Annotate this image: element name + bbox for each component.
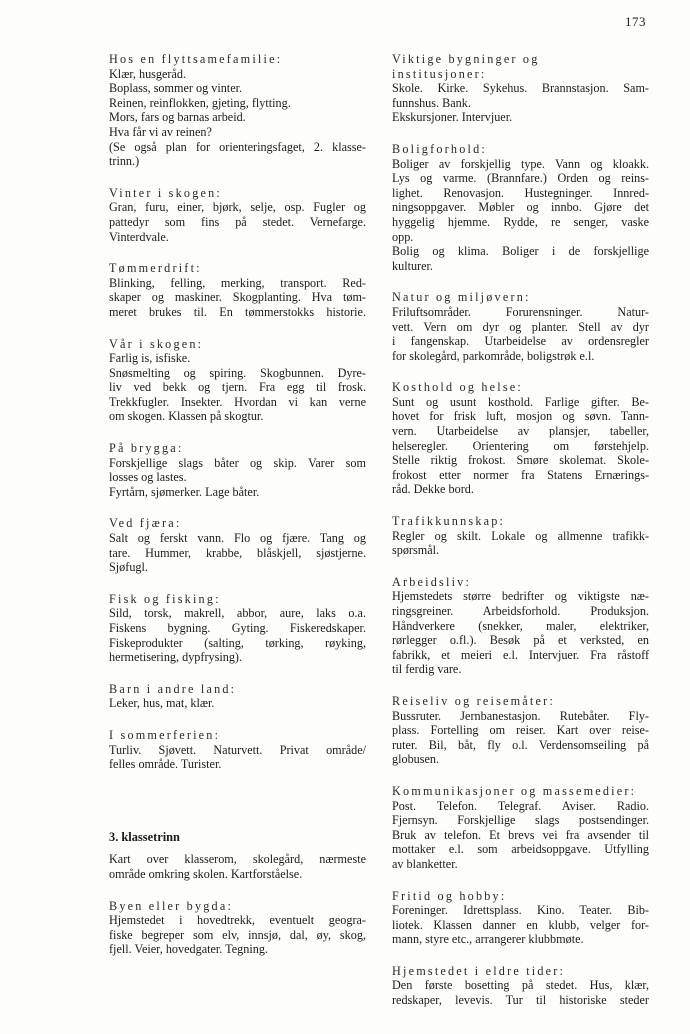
- section-text-line: Snøsmelting og spiring. Skogbunnen. Dyre-: [109, 365, 366, 380]
- section-heading: Fritid og hobby:: [392, 888, 507, 903]
- section-text-line: Turliv. Sjøvett. Naturvett. Privat område/: [109, 742, 366, 757]
- section-heading: Byen eller bygda:: [109, 898, 234, 913]
- section-text-line: Foreninger. Idrettsplass. Kino. Teater. Bib-: [392, 903, 649, 918]
- section-text-line: redskaper, levevis. Tur til historiske steder: [392, 993, 649, 1008]
- section-text-line: Hjemstedet i hovedtrekk, eventuelt geogra-: [109, 913, 366, 928]
- section-text-line: hermetisering, dypfrysing).: [109, 650, 243, 665]
- section-text-line: ringsgreiner. Arbeidsforhold. Produksjon.: [392, 604, 649, 618]
- section-text-line: Reinen, reinflokken, gjeting, flytting.: [109, 95, 291, 110]
- section-text-line: lighet. Renovasjon. Hustegninger. Innred-: [392, 185, 649, 200]
- section-text-line: Hjemstedets større bedrifter og viktigste næ-: [392, 589, 649, 604]
- curriculum-section: [392, 514, 649, 558]
- section-text-line: Skole. Kirke. Sykehus. Brannstasjon. Sam-: [392, 81, 649, 96]
- curriculum-section: [392, 290, 649, 363]
- section-text-line: meret brukes til. En tømmerstokks historie.: [109, 304, 366, 319]
- section-heading: institusjoner:: [392, 66, 487, 81]
- section-text-line: ruter. Bil, båt, fly o.l. Verdensomseiling på: [392, 737, 649, 752]
- curriculum-section: [109, 337, 366, 425]
- section-heading: Kommunikasjoner og massemedier:: [392, 783, 637, 798]
- section-text-line: Bussruter. Jernbanestasjon. Rutebåter. Fly-: [392, 708, 649, 723]
- intro-text-line: område omkring skolen. Kartforståelse.: [109, 866, 303, 881]
- section-text-line: Ekskursjoner. Intervjuer.: [392, 110, 513, 125]
- section-heading: Arbeidsliv:: [392, 574, 472, 589]
- section-text-line: kulturer.: [392, 258, 433, 273]
- page-number: 173: [625, 14, 646, 29]
- section-text-line: mottaker e.l. som arbeidsoppgave. Utfylling: [392, 842, 649, 857]
- section-heading: Boligforhold:: [392, 141, 487, 156]
- section-text-line: Sild, torsk, makrell, abbor, aure, laks o.a.: [109, 606, 366, 621]
- section-heading: Hjemstedet i eldre tider:: [392, 963, 566, 978]
- section-text-line: Farlig is, isfiske.: [109, 351, 191, 366]
- curriculum-section: [109, 682, 366, 711]
- section-heading: I sommerferien:: [109, 727, 221, 742]
- section-text-line: liv ved bekk og tjern. Fra egg til frosk.: [109, 380, 366, 395]
- section-text-line: i fangenskap. Utarbeidelse av ordensregler: [392, 334, 649, 349]
- section-heading: Ved fjæra:: [109, 516, 182, 531]
- section-heading: Kosthold og helse:: [392, 380, 524, 395]
- section-text-line: Fiskeprodukter (salting, tørking, røyking,: [109, 635, 366, 650]
- section-heading: Vår i skogen:: [109, 336, 204, 351]
- curriculum-section: [109, 186, 366, 244]
- curriculum-section: [392, 52, 649, 125]
- section-text-line: tare. Hummer, krabbe, blåskjell, sjøstjerne.: [109, 545, 366, 560]
- curriculum-section: [392, 964, 649, 1008]
- left-column: [109, 52, 366, 974]
- section-text-line: Sjøfugl.: [109, 560, 148, 575]
- section-text-line: Boliger av forskjellig type. Vann og kloakk.: [392, 156, 649, 171]
- section-heading: Natur og miljøvern:: [392, 290, 531, 305]
- section-text-line: helseregler. Orientering om førstehjelp.: [392, 438, 649, 453]
- section-text-line: losses og lastes.: [109, 470, 187, 485]
- section-text-line: ningsoppgaver. Møbler og innbo. Gjøre det: [392, 200, 649, 215]
- section-text-line: hovet for frisk luft, mosjon og søvn. Tann-: [392, 409, 649, 424]
- section-text-line: Bolig og klima. Boliger i de forskjellige: [392, 244, 649, 259]
- section-text-line: mann, styre etc., arrangerer klubbmøte.: [392, 932, 584, 947]
- section-text-line: hyggelig hjemme. Rydde, re senger, vaske: [392, 214, 649, 229]
- section-text-line: fabrikk, et meieri e.l. Intervjuer. Fra råstoff: [392, 647, 649, 662]
- section-text-line: Hva får vi av reinen?: [109, 124, 212, 139]
- section-text-line: vern. Utarbeidelse av plansjer, tabeller,: [392, 424, 649, 439]
- curriculum-section: [392, 575, 649, 677]
- curriculum-section: [392, 889, 649, 947]
- section-heading: Reiseliv og reisemåter:: [392, 693, 555, 708]
- section-heading: Fisk og fisking:: [109, 591, 221, 606]
- section-text-line: Gran, furu, einer, bjørk, selje, osp. Fugler og: [109, 200, 366, 215]
- section-text-line: frokost etter normer fra Statens Ernærings-: [392, 467, 649, 482]
- section-text-line: Forskjellige slags båter og skip. Varer som: [109, 455, 366, 470]
- section-text-line: opp.: [392, 229, 414, 244]
- section-text-line: Fyrtårn, sjømerker. Lage båter.: [109, 484, 260, 499]
- section-text-line: Mors, fars og barnas arbeid.: [109, 110, 246, 125]
- curriculum-section: [392, 142, 649, 273]
- section-text-line: globusen.: [392, 752, 440, 767]
- curriculum-section: [109, 728, 366, 772]
- section-text-line: (Se også plan for orienteringsfaget, 2. klasse-: [109, 139, 366, 154]
- curriculum-section: [392, 784, 649, 872]
- section-text-line: fjell. Veier, hovedgater. Tegning.: [109, 942, 268, 957]
- section-text-line: fiske begreper som elv, innsjø, dal, øy, skog,: [109, 927, 366, 942]
- curriculum-section: [109, 52, 366, 169]
- class-level-heading: 3. klassetrinn: [109, 829, 180, 844]
- section-text-line: om skogen. Klassen på skogtur.: [109, 409, 264, 424]
- section-heading: På brygga:: [109, 441, 184, 456]
- section-text-line: til ferdig vare.: [392, 662, 462, 677]
- intro-text-line: Kart over klasserom, skolegård, nærmeste: [109, 852, 366, 867]
- section-text-line: for skolegård, parkområde, boligstrøk e.l.: [392, 348, 595, 363]
- section-text-line: Leker, hus, mat, klær.: [109, 696, 215, 711]
- curriculum-section: [392, 380, 649, 497]
- section-text-line: plass. Fortelling om reiser. Kart over reise-: [392, 723, 649, 738]
- section-text-line: Salt og ferskt vann. Flo og fjære. Tang og: [109, 531, 366, 546]
- section-text-line: funnshus. Bank.: [392, 95, 471, 110]
- section-text-line: liotek. Klassen danner en klubb, velger for-: [392, 917, 649, 932]
- section-text-line: Lys og varme. (Brannfare.) Orden og reins-: [392, 171, 649, 186]
- curriculum-section: [109, 261, 366, 319]
- section-text-line: Fiskens bygning. Gyting. Fiskeredskaper.: [109, 621, 366, 635]
- right-column: [392, 52, 649, 1025]
- section-text-line: Bruk av telefon. Et brevs vei fra avsender til: [392, 827, 649, 842]
- section-text-line: Post. Telefon. Telegraf. Aviser. Radio.: [392, 798, 649, 813]
- section-heading: Trafikkunnskap:: [392, 514, 506, 529]
- curriculum-section: [109, 516, 366, 574]
- section-text-line: spørsmål.: [392, 543, 440, 558]
- curriculum-section: [109, 899, 366, 957]
- section-heading: Vinter i skogen:: [109, 185, 222, 200]
- section-text-line: råd. Dekke bord.: [392, 482, 474, 497]
- section-text-line: Vinterdvale.: [109, 229, 169, 244]
- section-heading: Tømmerdrift:: [109, 261, 202, 276]
- section-heading: Hos en flyttsamefamilie:: [109, 52, 283, 66]
- section-text-line: Klær, husgeråd.: [109, 66, 187, 81]
- section-text-line: pattedyr som fins på stedet. Vernefarge.: [109, 214, 366, 229]
- section-text-line: Trekkfugler. Insekter. Hvordan vi kan verne: [109, 394, 366, 409]
- section-text-line: Fjernsyn. Forskjellige slags postsendinger.: [392, 813, 649, 828]
- section-text-line: Stelle riktig frokost. Smøre skolemat. Skole-: [392, 453, 649, 468]
- class-intro: [109, 852, 366, 881]
- section-text-line: vett. Vern om dyr og planter. Stell av dyr: [392, 319, 649, 334]
- section-text-line: av blanketter.: [392, 856, 458, 871]
- section-text-line: rørlegger o.fl.). Besøk på et verksted, en: [392, 633, 649, 648]
- section-heading: Viktige bygninger og: [392, 52, 540, 66]
- section-text-line: Håndverkere (snekker, maler, elektriker,: [392, 618, 649, 633]
- section-text-line: Den første bosetting på stedet. Hus, klær,: [392, 978, 649, 993]
- curriculum-section: [109, 592, 366, 665]
- curriculum-section: [392, 694, 649, 767]
- curriculum-section: [109, 441, 366, 499]
- section-text-line: Sunt og usunt kosthold. Farlige gifter. Be-: [392, 394, 649, 409]
- section-text-line: trinn.): [109, 154, 140, 169]
- section-text-line: Blinking, felling, merking, transport. Red-: [109, 275, 366, 290]
- section-heading: Barn i andre land:: [109, 681, 237, 696]
- section-text-line: Regler og skilt. Lokale og allmenne trafikk-: [392, 528, 649, 543]
- section-text-line: felles område. Turister.: [109, 757, 222, 772]
- section-text-line: Boplass, sommer og vinter.: [109, 81, 243, 96]
- section-text-line: skaper og maskiner. Skogplanting. Hva tøm-: [109, 290, 366, 305]
- section-text-line: Friluftsområder. Forurensninger. Natur-: [392, 304, 649, 319]
